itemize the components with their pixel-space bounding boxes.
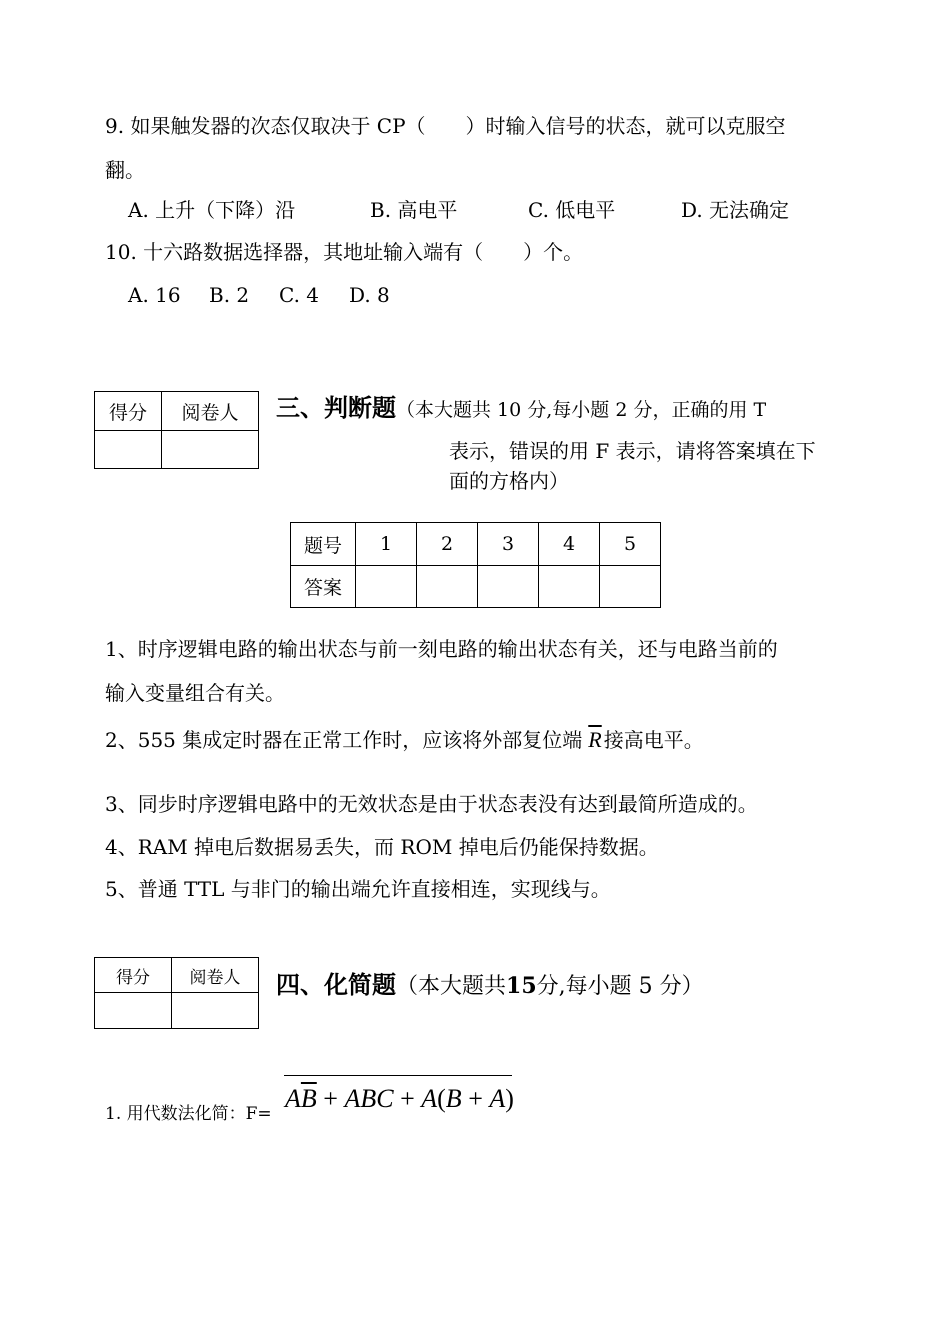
tf-item-1-line2: 输入变量组合有关。 (105, 681, 285, 705)
score-box-section4 (94, 957, 259, 1029)
section4-desc-a: （本大题共 (396, 974, 507, 999)
question-number-3: 3 (478, 523, 539, 566)
tf-item-1-line1: 1、时序逻辑电路的输出状态与前一刻电路的输出状态有关，还与电路当前的 (105, 637, 778, 661)
tf-item-3: 3、同步时序逻辑电路中的无效状态是由于状态表没有达到最简所造成的。 (105, 792, 758, 816)
q9-option-a: A. 上升（下降）沿 (128, 198, 296, 222)
tf-item-2 (105, 728, 704, 752)
question-number-5: 5 (600, 523, 661, 566)
grader-header: 阅卷人 (162, 392, 259, 431)
question-number-2: 2 (417, 523, 478, 566)
section4-title: 四、化简题 (276, 970, 396, 999)
section3-desc3: 面的方格内） (449, 469, 569, 493)
formula-expression: $A\overline{B}$ + ABC + A(B + A) (285, 1084, 514, 1113)
answer-cell-3[interactable] (478, 566, 539, 608)
reset-symbol: $\overline{R}$ (588, 727, 602, 752)
q9-option-c: C. 低电平 (528, 198, 616, 222)
answer-cell-4[interactable] (539, 566, 600, 608)
answer-cell-1[interactable] (356, 566, 417, 608)
score-cell[interactable] (95, 993, 172, 1029)
grader-cell[interactable] (162, 431, 259, 469)
q9-line1: 9. 如果触发器的次态仅取决于 CP（ ）时输入信号的状态，就可以克服空 (105, 114, 786, 138)
section4-header (276, 970, 704, 999)
q10-option-b: B. 2 (209, 283, 250, 307)
grader-cell[interactable] (172, 993, 259, 1029)
question-number-label: 题号 (291, 523, 356, 566)
question-number-1: 1 (356, 523, 417, 566)
section3-title: 三、判断题 (276, 393, 396, 422)
answer-label: 答案 (291, 566, 356, 608)
q9-options (128, 198, 789, 222)
answer-cell-5[interactable] (600, 566, 661, 608)
q10-options (128, 283, 390, 307)
section4-q1-label: 1. 用代数法化简：F= (105, 1104, 272, 1124)
answer-table (290, 522, 661, 608)
score-cell[interactable] (95, 431, 162, 469)
q9-option-d: D. 无法确定 (681, 198, 790, 222)
section4-desc-c: 分,每小题 5 分） (536, 974, 704, 999)
q9-line2: 翻。 (105, 158, 145, 182)
grader-header: 阅卷人 (172, 958, 259, 993)
section3-desc2: 表示，错误的用 F 表示，请将答案填在下 (449, 439, 816, 463)
q10-option-d: D. 8 (349, 283, 390, 307)
tf-item-2-text: 2、555 集成定时器在正常工作时，应该将外部复位端 (105, 728, 583, 752)
q10-option-a: A. 16 (128, 283, 181, 307)
score-header: 得分 (95, 392, 162, 431)
answer-cell-2[interactable] (417, 566, 478, 608)
q10-line1: 10. 十六路数据选择器，其地址输入端有（ ）个。 (105, 240, 584, 264)
question-number-4: 4 (539, 523, 600, 566)
section3-desc1: （本大题共 10 分,每小题 2 分，正确的用 T (396, 399, 767, 421)
section3-header (276, 393, 767, 422)
q10-option-c: C. 4 (279, 283, 320, 307)
tf-item-4: 4、RAM 掉电后数据易丢失，而 ROM 掉电后仍能保持数据。 (105, 835, 659, 859)
tf-item-2-tail: 接高电平。 (603, 728, 704, 752)
score-box-section3 (94, 391, 259, 469)
section4-desc-points: 15 (506, 973, 537, 999)
formula-overbar (284, 1075, 512, 1076)
score-header: 得分 (95, 958, 172, 993)
tf-item-5: 5、普通 TTL 与非门的输出端允许直接相连，实现线与。 (105, 877, 611, 901)
q9-option-b: B. 高电平 (370, 198, 458, 222)
